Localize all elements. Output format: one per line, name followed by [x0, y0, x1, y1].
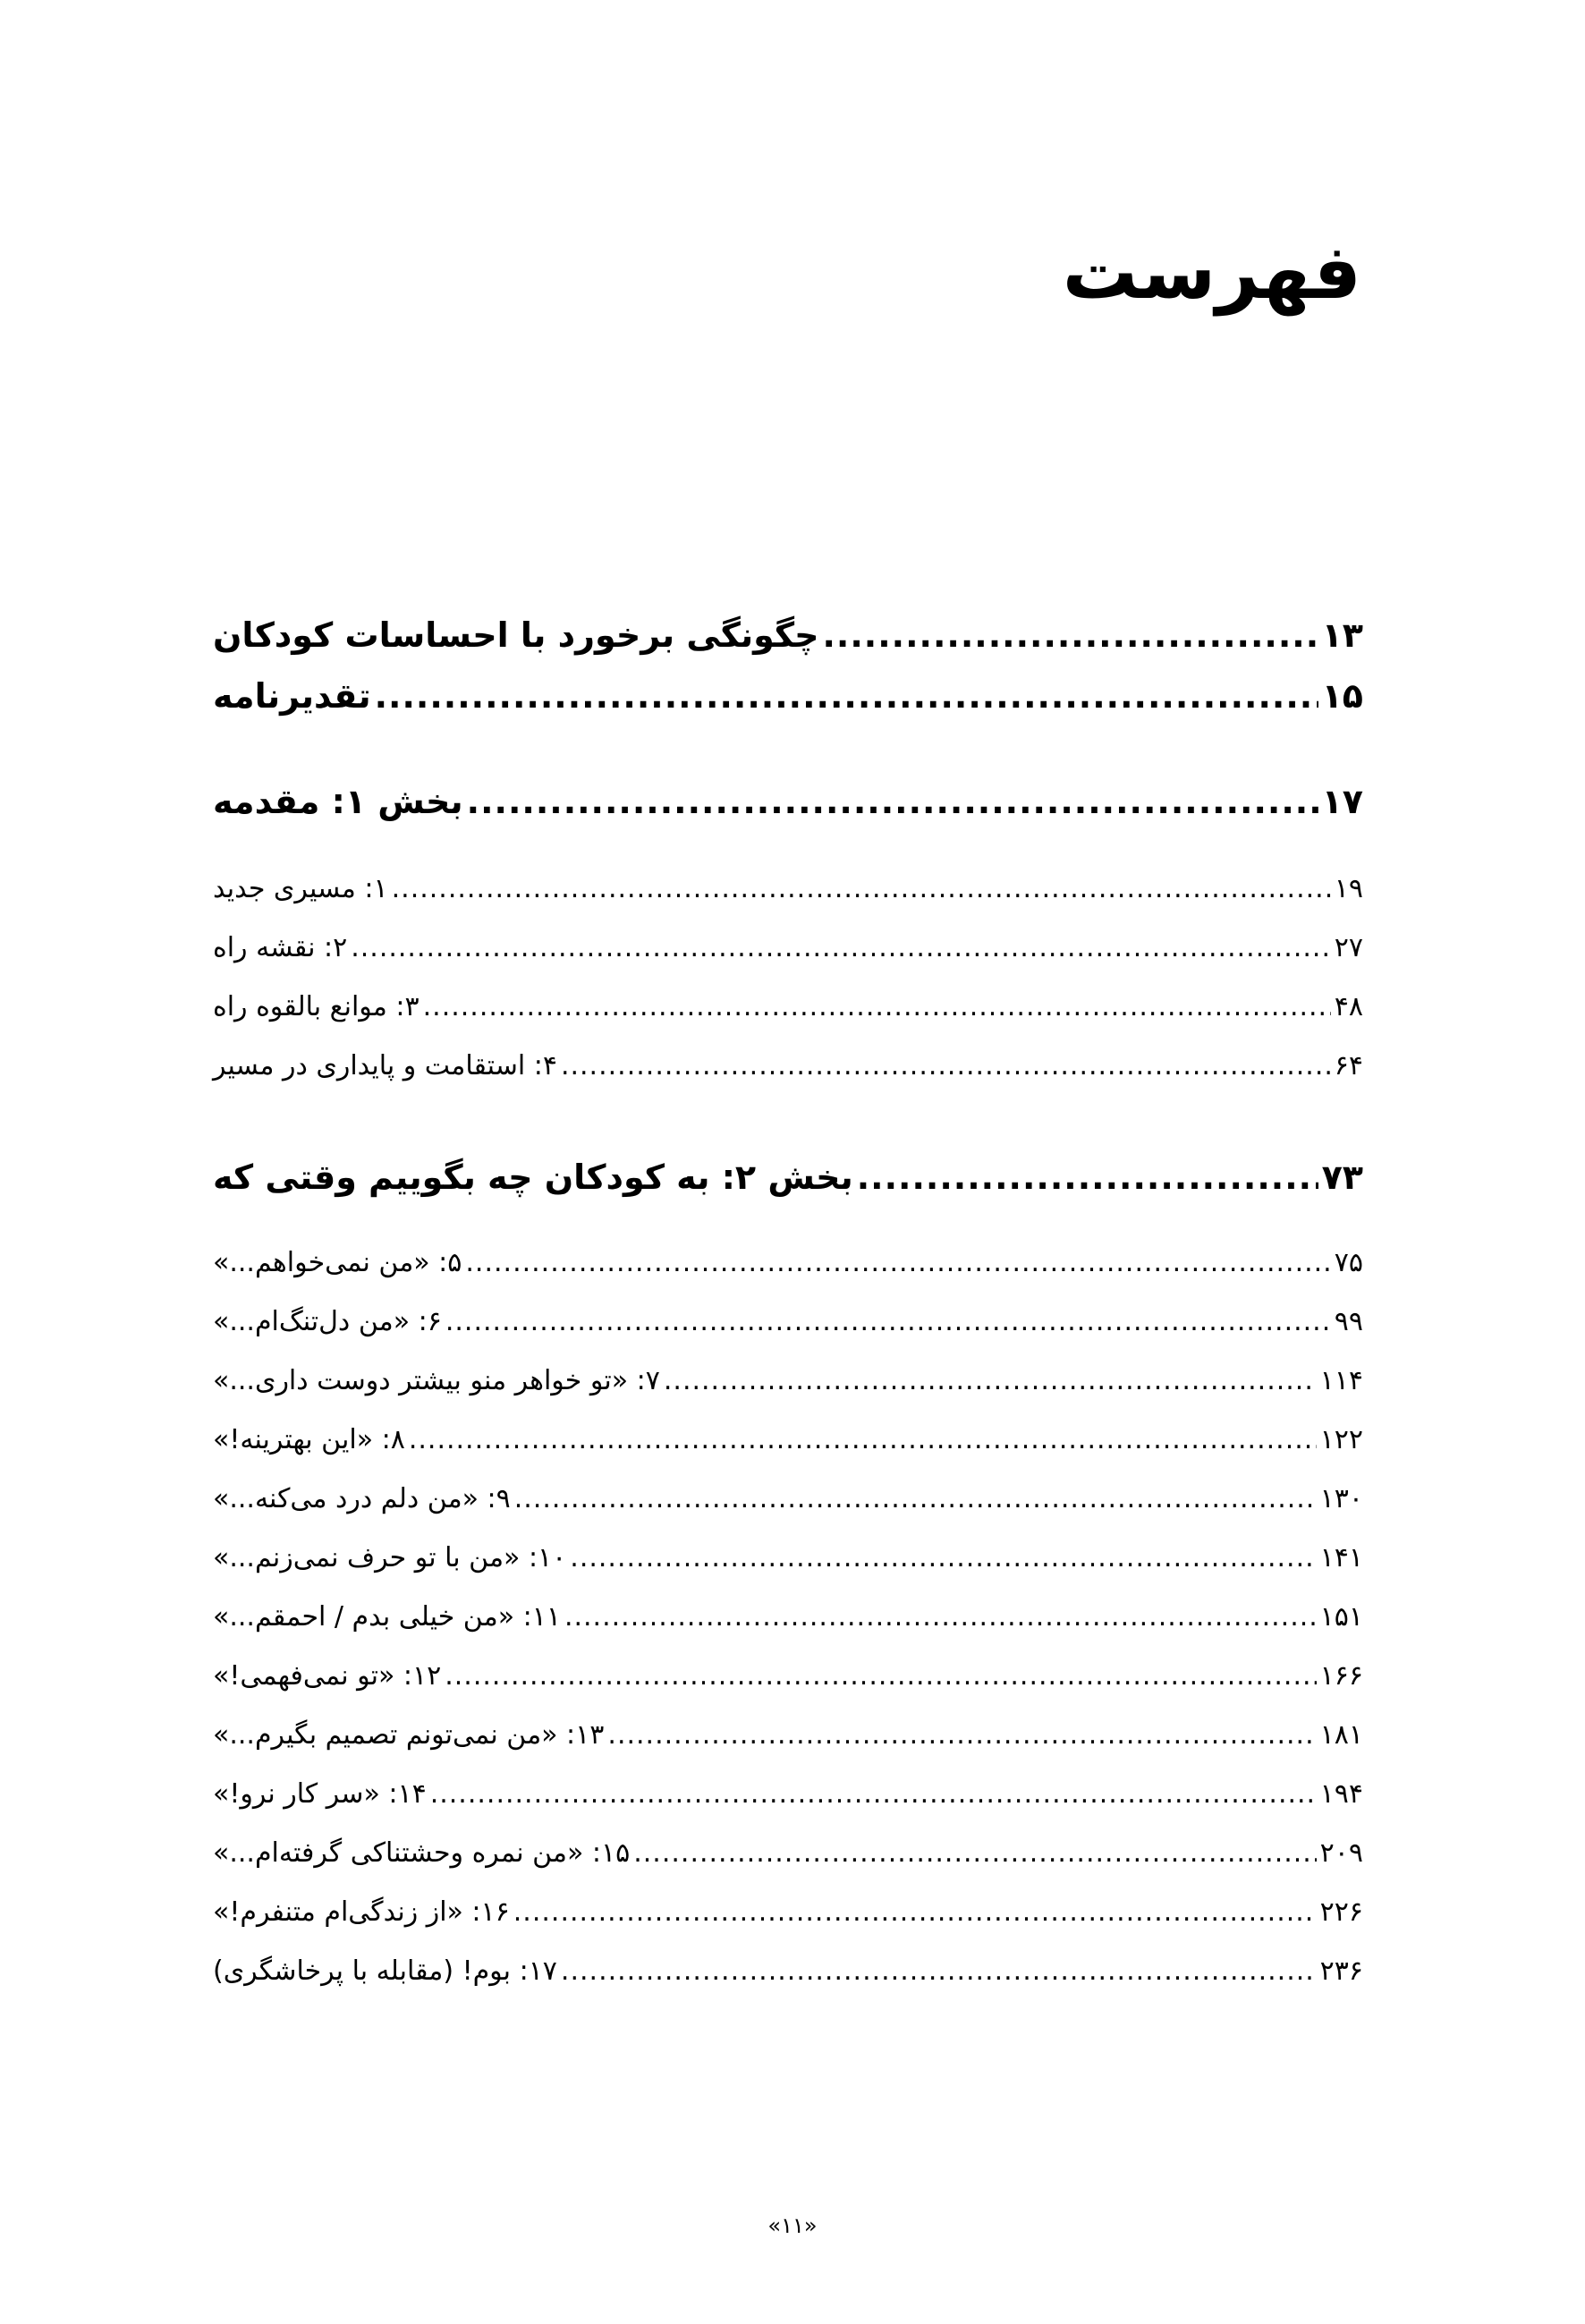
toc-entry[interactable] — [213, 1660, 1363, 1692]
toc-entry-label: ۱۷: بوم! (مقابله با پرخاشگری) — [213, 1955, 557, 1987]
leader-dots — [514, 1483, 1317, 1514]
toc-entry[interactable] — [213, 1955, 1363, 1987]
page-title: فهرست — [1062, 228, 1361, 316]
leader-dots — [561, 1955, 1317, 1987]
toc-entry[interactable] — [213, 1247, 1363, 1278]
toc-entry-label: ۱۰: «من با تو حرف نمی‌زنم...» — [213, 1542, 567, 1573]
toc-entry[interactable] — [213, 1365, 1363, 1396]
toc-entry-label: ۲: نقشه راه — [213, 932, 348, 963]
toc-page-number: ۹۹ — [1334, 1306, 1363, 1337]
toc-entry-label: ۸: «این بهترینه!» — [213, 1424, 405, 1455]
toc-page-number: ۱۳ — [1321, 615, 1363, 655]
toc-entry-label: ۱۵: «من نمره وحشتناکی گرفته‌ام...» — [213, 1837, 631, 1869]
toc-entry-label: ۶: «من دل‌تنگ‌ام...» — [213, 1306, 442, 1337]
leader-dots — [465, 1247, 1330, 1278]
toc-entry[interactable] — [213, 1483, 1363, 1514]
leader-dots — [664, 1365, 1317, 1396]
toc-entry-label: ۳: موانع بالقوه راه — [213, 991, 420, 1022]
toc-page-number: ۱۷ — [1321, 782, 1363, 821]
toc-page-number: ۷۵ — [1334, 1247, 1363, 1278]
toc-part-heading[interactable] — [213, 1158, 1363, 1197]
toc-entry[interactable] — [213, 1601, 1363, 1633]
toc-page-number: ۱۵۱ — [1319, 1601, 1363, 1633]
leader-dots — [857, 1158, 1318, 1197]
toc-entry-label: ۱۲: «تو نمی‌فهمی!» — [213, 1660, 442, 1692]
leader-dots — [430, 1778, 1317, 1810]
toc-page-number: ۲۰۹ — [1319, 1837, 1363, 1869]
toc-page-number: ۱۲۲ — [1319, 1424, 1363, 1455]
leader-dots — [564, 1601, 1317, 1633]
toc-page-number: ۱۹۴ — [1319, 1778, 1363, 1810]
toc-page-number: ۱۴۱ — [1319, 1542, 1363, 1573]
leader-dots — [445, 1660, 1316, 1692]
toc-entry[interactable] — [213, 873, 1363, 904]
toc-page-number: ۲۷ — [1334, 932, 1363, 963]
toc-entry-label: ۱۱: «من خیلی بدم / احمقم...» — [213, 1601, 561, 1633]
toc-entry-label: ۵: «من نمی‌خواهم...» — [213, 1247, 462, 1278]
leader-dots — [409, 1424, 1317, 1455]
toc-page-number: ۲۳۶ — [1319, 1955, 1363, 1987]
toc-entry[interactable] — [213, 1050, 1363, 1081]
toc-entry-label: ۷: «تو خواهر منو بیشتر دوست داری...» — [213, 1365, 660, 1396]
toc-entry[interactable] — [213, 1424, 1363, 1455]
toc-entry[interactable] — [213, 1542, 1363, 1573]
toc-entry-label: ۱۶: «از زندگی‌ام متنفرم!» — [213, 1896, 510, 1928]
toc-page-number: ۲۲۶ — [1319, 1896, 1363, 1928]
leader-dots — [513, 1896, 1317, 1928]
toc-entry[interactable] — [213, 1896, 1363, 1928]
leader-dots — [570, 1542, 1316, 1573]
toc-entry-label: بخش ۱: مقدمه — [213, 782, 463, 821]
page-number-footer: «۱۱» — [767, 2213, 818, 2238]
toc-page-number: ۴۸ — [1334, 991, 1363, 1022]
toc-page-number: ۷۳ — [1321, 1158, 1363, 1197]
toc-entry-label: چگونگی برخورد با احساسات کودکان — [213, 615, 819, 655]
toc-page-number: ۶۴ — [1334, 1050, 1363, 1081]
leader-dots — [392, 873, 1331, 904]
toc-page-number: ۱۶۶ — [1319, 1660, 1363, 1692]
leader-dots — [467, 782, 1318, 821]
toc-entry-label: ۱۳: «من نمی‌تونم تصمیم بگیرم...» — [213, 1719, 605, 1751]
toc-entry-label: ۱۴: «سر کار نرو!» — [213, 1778, 427, 1810]
toc-entry[interactable] — [213, 1306, 1363, 1337]
toc-page-number: ۱۹ — [1334, 873, 1363, 904]
toc-entry-label: بخش ۲: به کودکان چه بگوییم وقتی که — [213, 1158, 853, 1197]
leader-dots — [607, 1719, 1316, 1751]
toc-entry[interactable] — [213, 676, 1363, 716]
toc-part-heading[interactable] — [213, 782, 1363, 821]
toc-page-number: ۱۵ — [1321, 676, 1363, 716]
toc-entry[interactable] — [213, 991, 1363, 1022]
toc-entry[interactable] — [213, 932, 1363, 963]
leader-dots — [375, 676, 1318, 716]
toc-entry[interactable] — [213, 1837, 1363, 1869]
toc-entry[interactable] — [213, 1719, 1363, 1751]
toc-entry[interactable] — [213, 615, 1363, 655]
toc-entry-label: تقدیرنامه — [213, 676, 371, 716]
toc-page-number: ۱۳۰ — [1319, 1483, 1363, 1514]
leader-dots — [633, 1837, 1316, 1869]
toc-entry-label: ۱: مسیری جدید — [213, 873, 388, 904]
leader-dots — [351, 932, 1331, 963]
toc-entry[interactable] — [213, 1778, 1363, 1810]
toc-page-number: ۱۸۱ — [1319, 1719, 1363, 1751]
leader-dots — [445, 1306, 1331, 1337]
leader-dots — [423, 991, 1331, 1022]
toc-entry-label: ۹: «من دلم درد می‌کنه...» — [213, 1483, 511, 1514]
toc-page-number: ۱۱۴ — [1319, 1365, 1363, 1396]
toc-entry-label: ۴: استقامت و پایداری در مسیر — [213, 1050, 557, 1081]
leader-dots — [561, 1050, 1331, 1081]
leader-dots — [822, 615, 1318, 655]
